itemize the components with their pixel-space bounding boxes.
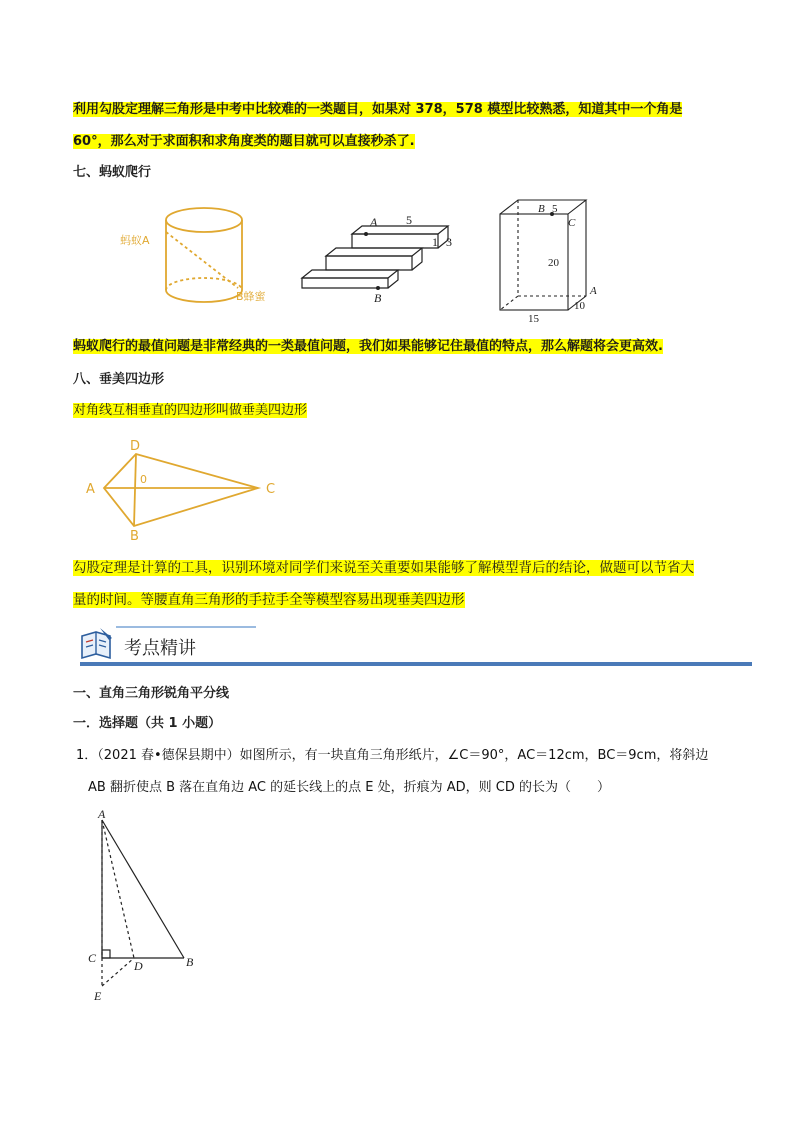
stairs-len-1: 1 — [432, 235, 438, 249]
summary-line-2: 量的时间。等腰直角三角形的手拉手全等模型容易出现垂美四边形 — [73, 592, 465, 608]
banner-underline — [80, 662, 752, 666]
box-hidden-depth — [500, 296, 518, 310]
triangle-figure — [86, 806, 206, 1006]
question-line-1: 1．（2021 春•德保县期中）如图所示，有一块直角三角形纸片，∠C＝90°，AC＝12cm，BC＝9cm，将斜边 — [76, 748, 709, 763]
question-1 — [76, 740, 736, 804]
kite-label-o: 0 — [140, 473, 147, 486]
kite-label-d: D — [130, 439, 141, 454]
book-icon — [82, 628, 112, 658]
cylinder-bottom-front — [166, 290, 242, 302]
question-line-2: AB 翻折使点 B 落在直角边 AC 的延长线上的点 E 处，折痕为 AD，则 CD 的长为（ ） — [88, 780, 610, 795]
box-figure — [490, 196, 610, 324]
cylinder-figure — [118, 196, 268, 312]
box-label-b: B — [538, 203, 545, 215]
box-label-a: A — [590, 285, 597, 297]
label-b: B — [186, 955, 194, 969]
box-len-5: 5 — [552, 203, 558, 215]
stairs-figure — [298, 212, 470, 304]
banner-overline — [116, 626, 256, 628]
box-len-15: 15 — [528, 313, 539, 324]
kite-label-c: C — [266, 482, 276, 497]
stairs-len-5: 5 — [406, 213, 412, 227]
honey-label: B蜂蜜 — [236, 290, 266, 303]
stair-tread-2 — [326, 248, 422, 256]
kite-figure — [78, 438, 290, 542]
kite-outline — [104, 454, 258, 526]
cylinder-bottom-back — [166, 278, 242, 290]
ant-path — [166, 232, 238, 288]
stairs-label-a: A — [370, 215, 378, 229]
point-a — [364, 232, 368, 236]
intro-line-2: 60°，那么对于求面积和求角度类的题目就可以直接秒杀了. — [73, 134, 415, 149]
stair-right-edge-3 — [388, 270, 398, 288]
ant-paragraph-text: 蚂蚁爬行的最值问题是非常经典的一类最值问题，我们如果能够记住最值的特点，那么解题将会更高效. — [73, 339, 663, 354]
label-a: A — [98, 807, 106, 821]
stair-riser-3 — [302, 278, 388, 288]
right-angle-mark — [102, 950, 110, 958]
stairs-label-b: B — [374, 291, 382, 304]
stairs-len-3: 3 — [446, 235, 452, 249]
section-8-title: 八、垂美四边形 — [73, 372, 165, 387]
section-7-title: 七、蚂蚁爬行 — [73, 165, 152, 180]
label-c: C — [88, 951, 97, 965]
summary-paragraph — [73, 552, 694, 616]
definition-text: 对角线互相垂直的四边形叫做垂美四边形 — [73, 403, 308, 418]
cylinder-top — [166, 208, 242, 232]
diagonal-bd — [134, 454, 136, 526]
point-b — [376, 286, 380, 290]
section-8-definition — [73, 395, 307, 427]
kite-label-a: A — [86, 482, 95, 497]
fold-line-ad — [102, 820, 134, 958]
banner-title: 考点精讲 — [124, 638, 196, 659]
section-1-title: 一、直角三角形锐角平分线 — [73, 686, 230, 701]
ant-label: 蚂蚁A — [120, 234, 150, 247]
stair-riser-2 — [326, 256, 412, 270]
summary-line-1: 勾股定理是计算的工具，识别环境对同学们来说至关重要如果能够了解模型背后的结论，做题可以节省大 — [73, 560, 694, 576]
subsection-title: 一．选择题（共 1 小题） — [73, 716, 222, 731]
stair-riser-1 — [352, 234, 438, 248]
section-banner — [76, 624, 752, 672]
box-label-c: C — [568, 217, 576, 229]
box-len-10: 10 — [574, 300, 585, 312]
segment-ed — [102, 958, 134, 986]
ant-paragraph — [73, 331, 663, 363]
label-e: E — [94, 989, 102, 1003]
box-len-20: 20 — [548, 257, 559, 269]
side-ab — [102, 820, 184, 958]
label-d: D — [134, 959, 143, 973]
intro-line-1: 利用勾股定理解三角形是中考中比较难的一类题目，如果对 378，578 模型比较熟悉，知道其中一个角是 — [73, 102, 683, 117]
kite-label-b: B — [130, 529, 139, 542]
intro-paragraph — [73, 94, 682, 158]
stair-tread-3 — [302, 270, 398, 278]
